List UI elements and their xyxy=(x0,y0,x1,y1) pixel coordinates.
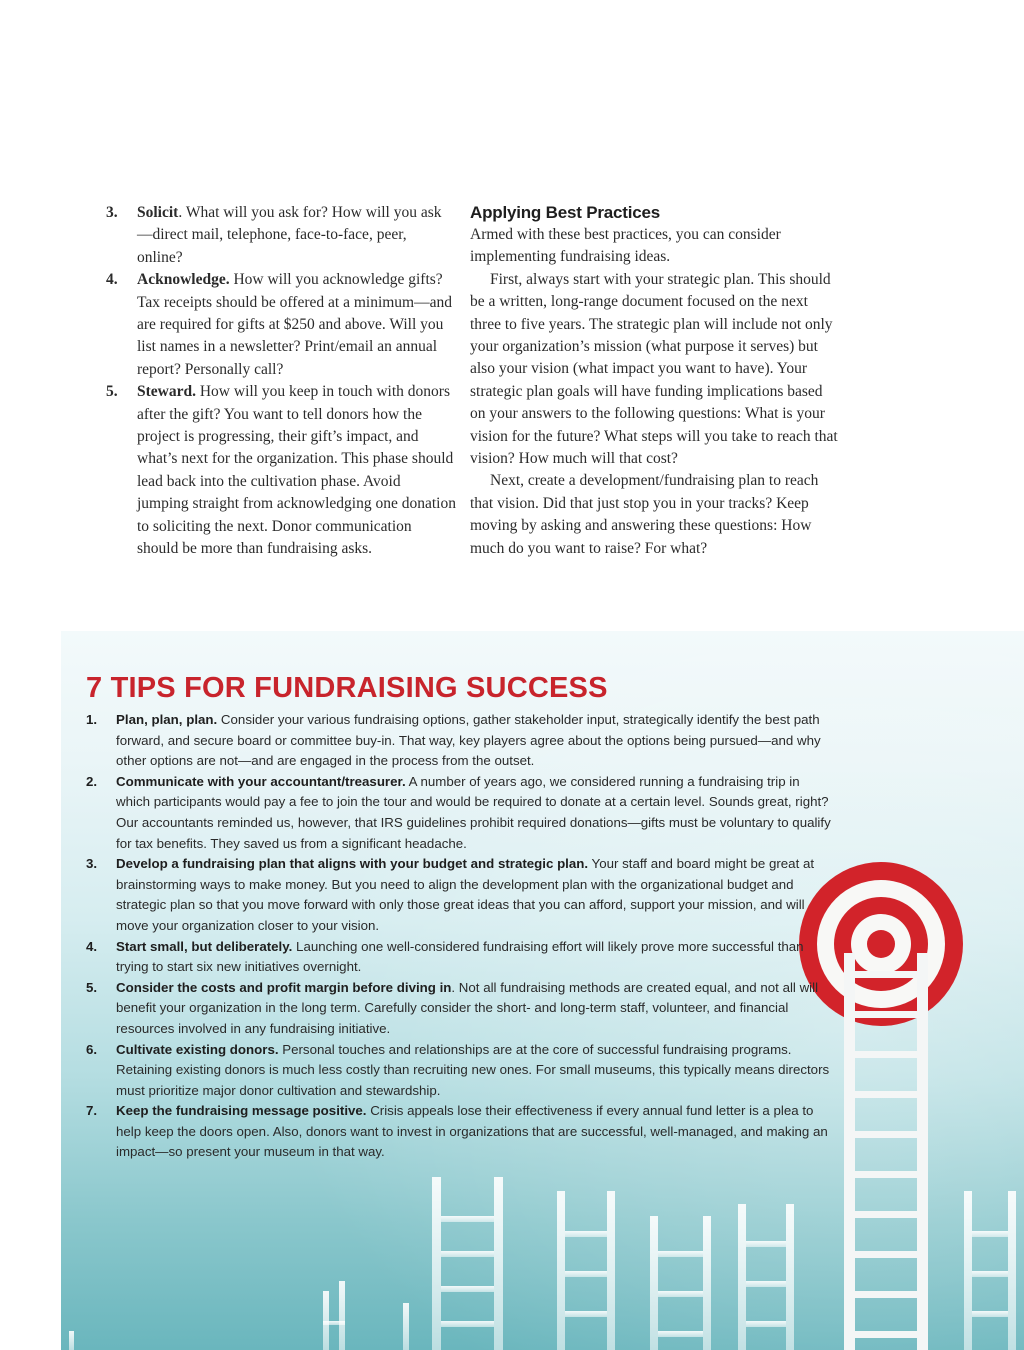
tip-item xyxy=(86,1040,836,1102)
tip-title: Keep the fundraising message positive. xyxy=(116,1103,367,1119)
tip-number: 4. xyxy=(86,938,98,954)
step-item-solicit xyxy=(106,202,456,269)
tip-number: 7. xyxy=(86,1103,98,1119)
section-heading: Applying Best Practices xyxy=(470,203,661,222)
step-item-steward xyxy=(106,381,456,560)
tip-text: Crisis appeals lose their effectiveness if every annual fund letter is a plea to help keep the doors open. Also, donors want to invest in organizations that are successful, well-managed, and making an impact—so present your museum in that way. xyxy=(116,1103,828,1160)
step-number: 4. xyxy=(106,271,118,289)
tip-number: 5. xyxy=(86,979,98,995)
step-text: How will you keep in touch with donors after the gift? You want to tell donors how the project is progressing, their gift’s impact, and what’s next for the organization. This phase should lead back into the cultivation phase. Avoid jumping straight from acknowledging one donation to soliciting the next. Donor communication should be more than fundraising asks. xyxy=(137,383,456,558)
step-title: Solicit xyxy=(137,204,179,221)
tip-title: Plan, plan, plan. xyxy=(116,712,218,727)
tip-number: 2. xyxy=(86,773,98,789)
steps-list xyxy=(106,202,456,561)
tip-title: Start small, but deliberately. xyxy=(116,938,293,954)
tip-text: Personal touches and relationships are at the core of successful fundraising programs. Retaining existing donors is much less costly than recruiting new ones. For small museums, this typically means directors must prioritize major donor cultivation and stewardship. xyxy=(116,1041,830,1098)
tip-title: Develop a fundraising plan that aligns with your budget and strategic plan. xyxy=(116,856,589,872)
tips-section xyxy=(86,670,836,1163)
tip-text: . Not all fundraising methods are created equal, and not all will benefit your organization in the long term. Carefully consider the short- and long-term staff, volunteer, and financial resources involved in any fundraising initiative. xyxy=(116,979,819,1036)
tips-title: 7 TIPS FOR FUNDRAISING SUCCESS xyxy=(86,672,608,704)
tip-text: Consider your various fundraising options, gather stakeholder input, strategically identify the best path forward, and secure board or committee buy-in. That way, key players agree about the options being pursued—and why other options are not—and are engaged in the process from the outset. xyxy=(116,712,821,769)
tip-item xyxy=(86,772,836,854)
tip-item xyxy=(86,937,836,978)
tip-item xyxy=(86,1101,836,1163)
steps-column xyxy=(106,202,456,561)
step-text: How will you acknowledge gifts? Tax receipts should be offered at a minimum—and are required for gifts at $250 and above. Will you list names in a newsletter? Print/email an annual report? Personally call? xyxy=(137,271,452,378)
step-text: . What will you ask for? How will you ask—direct mail, telephone, face-to-face, peer, online? xyxy=(137,204,442,266)
body-paragraph: Armed with these best practices, you can consider implementing fundraising ideas. xyxy=(470,226,781,266)
step-title: Acknowledge. xyxy=(137,271,230,289)
tip-item xyxy=(86,854,836,936)
body-paragraph: Next, create a development/fundraising plan to reach that vision. Did that just stop you in your tracks? Keep moving by asking and answering these questions: How much do you want to raise? For what? xyxy=(470,472,819,557)
tip-title: Consider the costs and profit margin before diving in xyxy=(116,979,452,995)
step-number: 5. xyxy=(106,383,118,401)
step-number: 3. xyxy=(106,204,118,221)
tip-number: 1. xyxy=(86,712,98,727)
tip-text: Launching one well-considered fundraising effort will likely prove more successful than trying to start six new initiatives overnight. xyxy=(116,938,804,975)
tip-title: Cultivate existing donors. xyxy=(116,1041,279,1057)
tip-title: Communicate with your accountant/treasurer. xyxy=(116,773,406,789)
tip-number: 3. xyxy=(86,856,98,872)
body-paragraph: First, always start with your strategic plan. This should be a written, long-range document focused on the next three to five years. The strategic plan will include not only your organization’s mission (what purpose it serves) but also your vision (what impact you want to have). Your strategic plan goals will have funding implications based on your answers to the following questions: What is your vision for the future? What steps will you take to reach that vision? How much will that cost? xyxy=(470,270,838,468)
step-title: Steward. xyxy=(137,383,196,401)
step-item-acknowledge xyxy=(106,269,456,381)
tip-item xyxy=(86,978,836,1040)
tip-number: 6. xyxy=(86,1041,98,1057)
tips-list xyxy=(86,710,836,1163)
tip-text: A number of years ago, we considered running a fundraising trip in which participants would pay a fee to join the tour and would be required to donate at a certain level. Sounds great, right? Our accountants reminded us, however, that IRS guidelines prohibit required donations—gifts must be voluntary to qualify for tax benefits. They saved us from a significant headache. xyxy=(116,773,831,851)
tip-text: Your staff and board might be great at brainstorming ways to make money. But you need to align the development plan with the organizational budget and strategic plan so that you move forward with only those great ideas that you can afford, support your mission, and will move your organization closer to your vision. xyxy=(116,856,815,933)
tip-item xyxy=(86,710,836,772)
best-practices-column xyxy=(470,202,840,560)
